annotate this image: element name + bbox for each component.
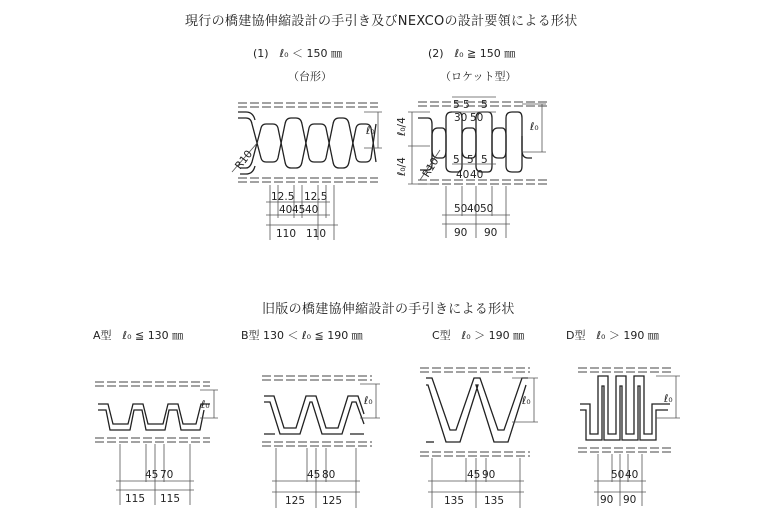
case1-type: （台形） <box>288 70 332 83</box>
case2-upper-b: 50 <box>470 112 484 124</box>
typeB-p2: 125 <box>322 495 343 507</box>
case1-dim-mid: 40 <box>279 204 293 216</box>
typeB-label: B型 130 ＜ ℓ₀ ≦ 190 ㎜ <box>241 329 363 342</box>
case2-base-c: 50 <box>480 203 494 215</box>
case2-quarter1: ℓ₀/4 <box>396 117 408 136</box>
case2-radius: R10 <box>420 155 442 180</box>
typeC-label: C型 ℓ₀ ＞ 190 ㎜ <box>432 329 525 342</box>
typeA-upper-teeth <box>98 404 210 424</box>
case1-height: ℓ₀ <box>366 125 375 137</box>
case2-type: （ロケット型） <box>440 70 517 83</box>
typeC-d2: 90 <box>482 469 496 481</box>
case1-label: (1) ℓ₀ ＜ 150 ㎜ <box>253 47 343 60</box>
typeD-diagram <box>578 368 680 506</box>
typeB-lower-teeth <box>264 402 364 434</box>
case1-pitch1: 110 <box>276 228 297 240</box>
typeD-label: D型 ℓ₀ ＞ 190 ㎜ <box>566 329 659 342</box>
typeA-p1: 115 <box>125 493 146 505</box>
case2-lower-a: 40 <box>456 169 470 181</box>
typeA-p2: 115 <box>160 493 181 505</box>
typeB-height: ℓ₀ <box>364 395 373 407</box>
case2-pitch1: 90 <box>454 227 468 239</box>
typeC-diagram <box>420 368 538 508</box>
typeC-d1: 45 <box>467 469 481 481</box>
case1-dim-top2: 12.5 <box>304 191 328 203</box>
typeA-label: A型 ℓ₀ ≦ 130 ㎜ <box>93 329 184 342</box>
case2-base-a: 50 <box>454 203 468 215</box>
case2-low-b: 5 <box>467 154 474 166</box>
typeD-d2: 40 <box>625 469 639 481</box>
typeD-d1: 50 <box>611 469 625 481</box>
typeA-d1: 45 <box>145 469 159 481</box>
case2-base-b: 40 <box>467 203 481 215</box>
typeC-p2: 135 <box>484 495 505 507</box>
case2-upper-a: 30 <box>454 112 468 124</box>
case1-dim-top: 12.5 <box>271 191 295 203</box>
case1-lower-teeth <box>240 124 376 168</box>
case1-pitch2: 110 <box>306 228 327 240</box>
typeB-d2: 80 <box>322 469 336 481</box>
typeD-p2: 90 <box>623 494 637 506</box>
typeA-height: ℓ₀ <box>201 399 210 411</box>
typeC-p1: 135 <box>444 495 465 507</box>
typeB-diagram <box>262 376 380 508</box>
case2-low-c: 5 <box>481 154 488 166</box>
case1-radius: R10 <box>232 148 256 172</box>
case2-top-a: 5 <box>453 99 460 111</box>
case2-quarter2: ℓ₀/4 <box>396 157 408 176</box>
current-design-title: 現行の橋建協伸縮設計の手引き及びNEXCOの設計要領による形状 <box>185 14 578 29</box>
typeD-height: ℓ₀ <box>664 393 673 405</box>
case1-dim-mid2: 45 <box>292 204 306 216</box>
old-design-title: 旧版の橋建協伸縮設計の手引きによる形状 <box>262 302 515 317</box>
case2-height: ℓ₀ <box>530 121 539 133</box>
case2-pitch2: 90 <box>484 227 498 239</box>
typeC-lower-teeth <box>426 385 526 442</box>
typeC-height: ℓ₀ <box>522 395 531 407</box>
case2-top-b: 5 <box>463 99 470 111</box>
typeA-diagram <box>95 382 218 505</box>
case2-lower-b: 40 <box>470 169 484 181</box>
typeB-p1: 125 <box>285 495 306 507</box>
case1-dim-mid3: 40 <box>305 204 319 216</box>
case1-trapezoid-diagram <box>232 103 382 240</box>
typeD-lower-fingers <box>580 386 668 440</box>
case2-rocket-diagram <box>396 97 548 239</box>
case2-label: (2) ℓ₀ ≧ 150 ㎜ <box>428 47 516 60</box>
typeA-lower-teeth <box>98 410 204 430</box>
typeB-d1: 45 <box>307 469 321 481</box>
typeA-d2: 70 <box>160 469 174 481</box>
typeD-p1: 90 <box>600 494 614 506</box>
case2-low-a: 5 <box>453 154 460 166</box>
case2-top-c: 5 <box>481 99 488 111</box>
